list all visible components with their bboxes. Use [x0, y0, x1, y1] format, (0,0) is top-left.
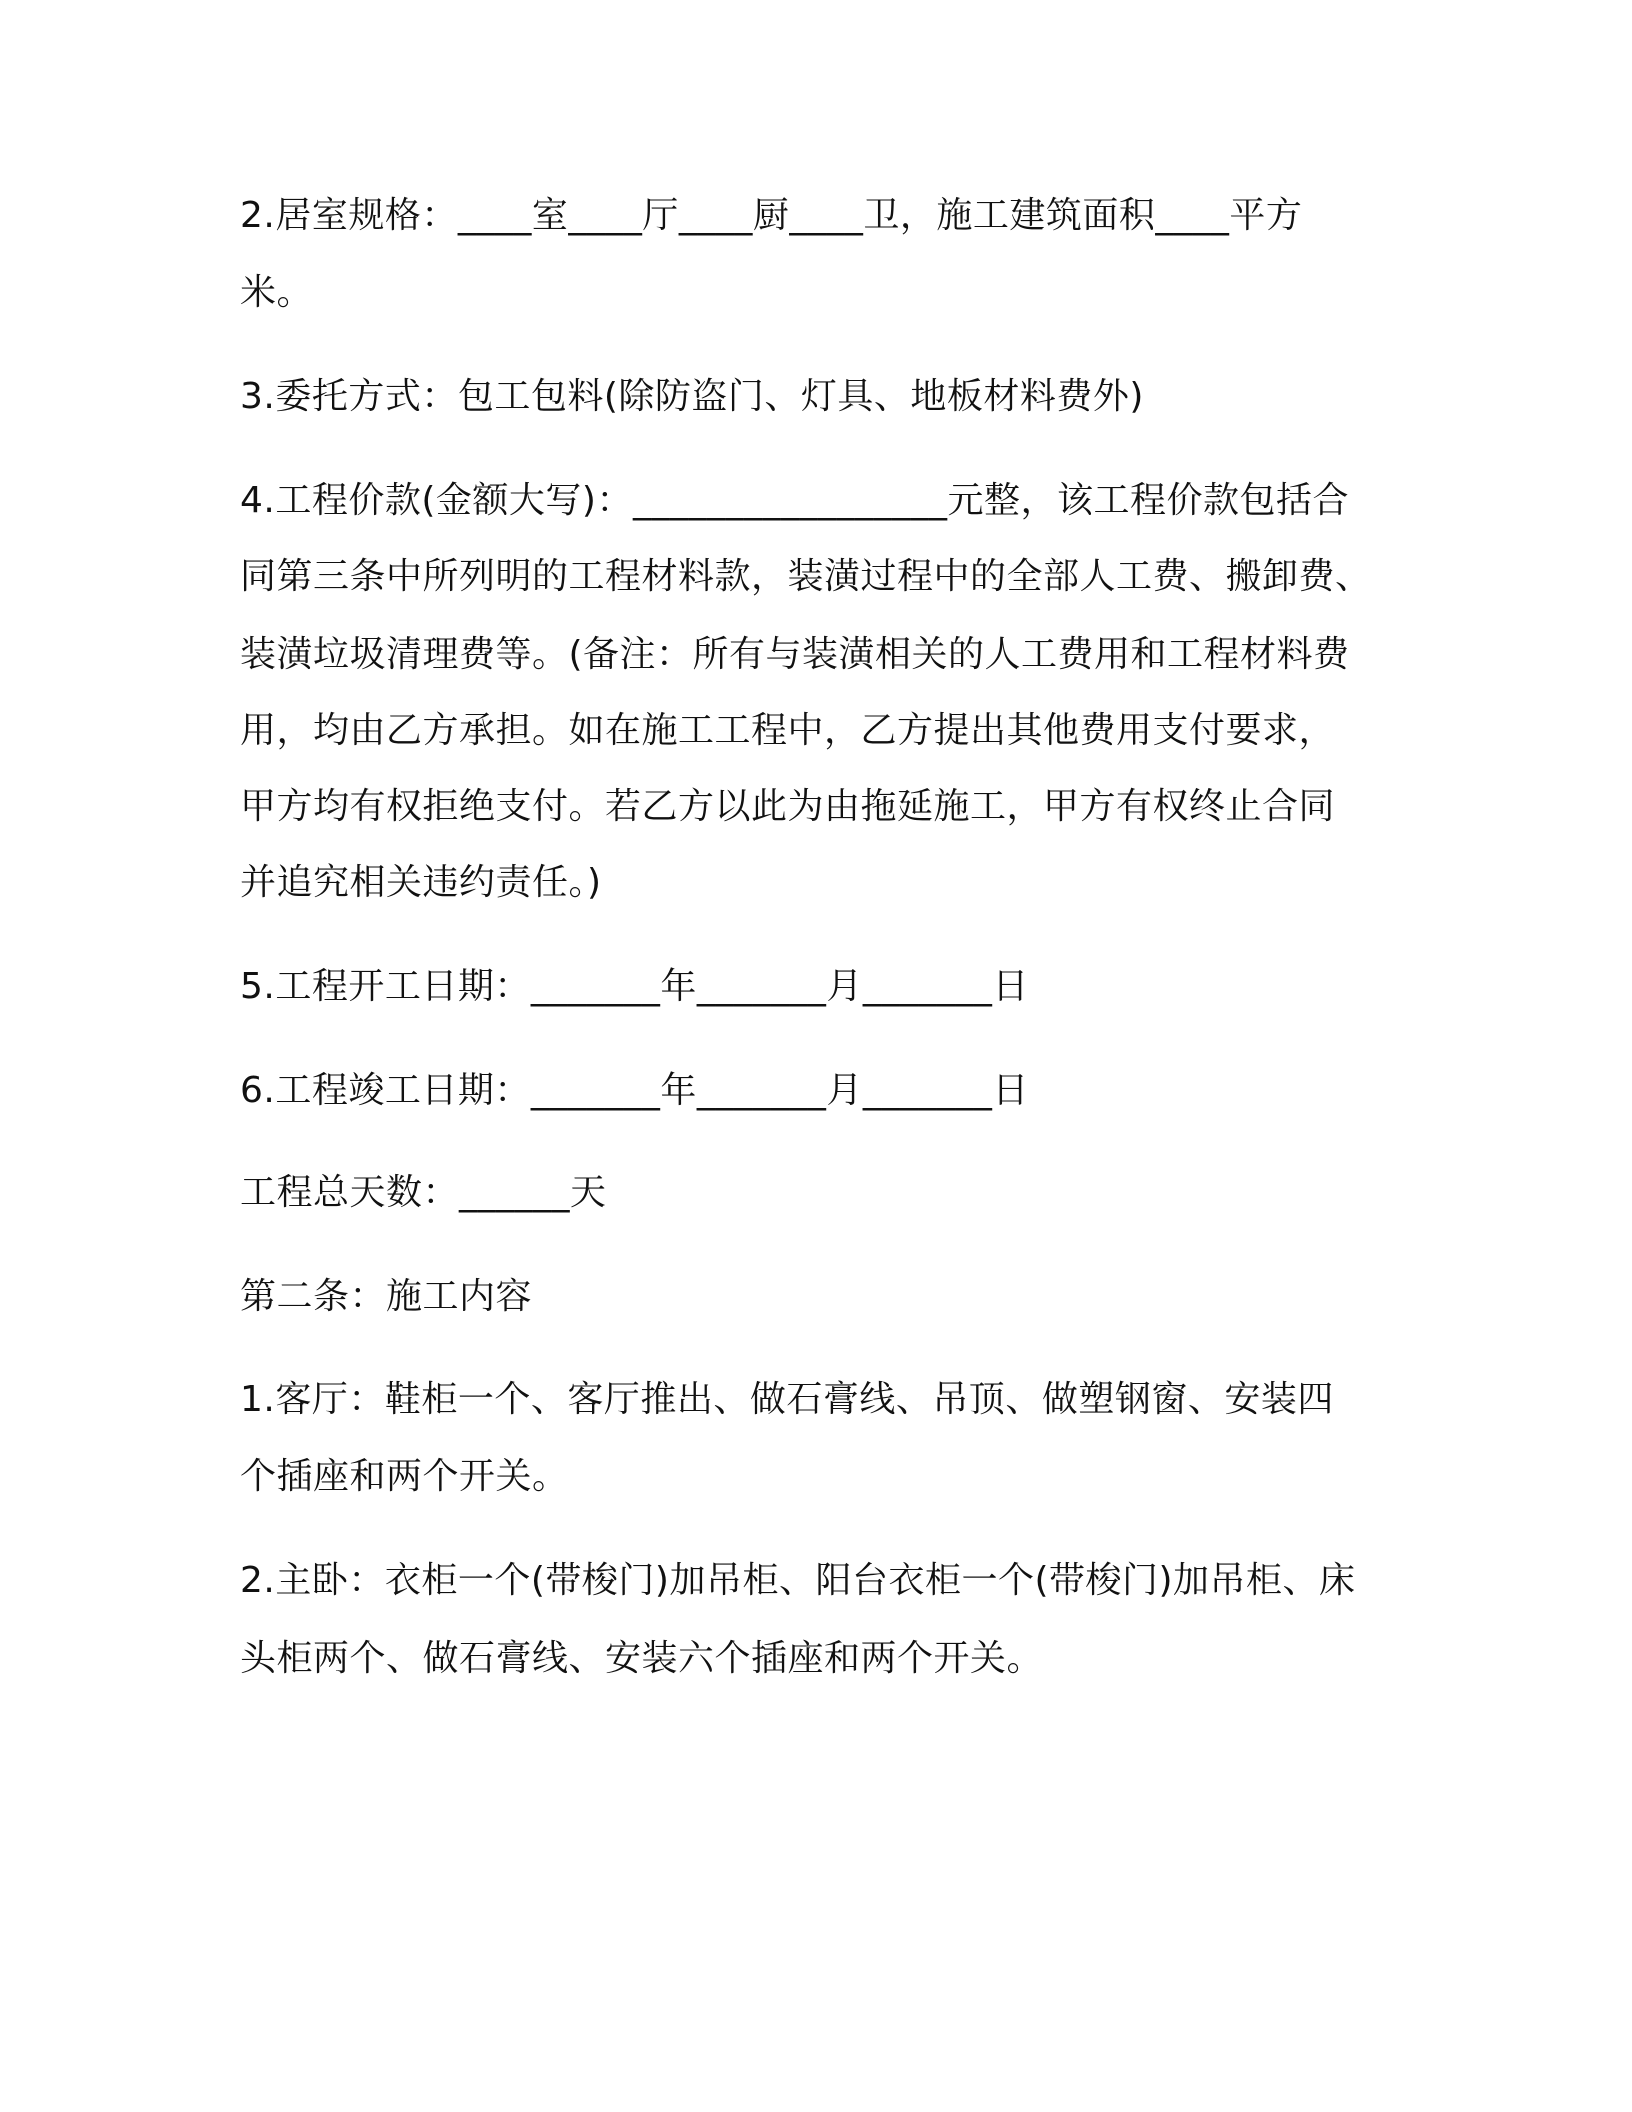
clause-project-price: 4.工程价款(金额大写)：_________________元整，该工程价款包括合: [240, 480, 1349, 521]
clause-room-spec: 2.居室规格：____室____厅____厨____卫，施工建筑面积____平方: [240, 195, 1303, 236]
clause-start-date: 5.工程开工日期：_______年_______月_______日: [240, 966, 1029, 1007]
item-living-room-cont: 个插座和两个开关。: [240, 1456, 569, 1497]
item-master-bedroom-cont: 头柜两个、做石膏线、安装六个插座和两个开关。: [240, 1638, 1044, 1679]
section-heading-construction-content: 第二条：施工内容: [240, 1276, 533, 1317]
clause-project-price-cont: 同第三条中所列明的工程材料款，装潢过程中的全部人工费、搬卸费、: [240, 556, 1372, 597]
clause-total-days: 工程总天数：______天: [240, 1172, 607, 1213]
clause-completion-date: 6.工程竣工日期：_______年_______月_______日: [240, 1070, 1029, 1111]
clause-project-price-cont: 甲方均有权拒绝支付。若乙方以此为由拖延施工，甲方有权终止合同: [240, 786, 1336, 827]
clause-project-price-cont: 用，均由乙方承担。如在施工工程中，乙方提出其他费用支付要求，: [240, 710, 1336, 751]
clause-room-spec-cont: 米。: [240, 272, 314, 313]
clause-project-price-cont: 并追究相关违约责任。): [240, 862, 602, 903]
clause-commission-method: 3.委托方式：包工包料(除防盗门、灯具、地板材料费外): [240, 376, 1144, 417]
item-master-bedroom: 2.主卧：衣柜一个(带梭门)加吊柜、阳台衣柜一个(带梭门)加吊柜、床: [240, 1560, 1356, 1601]
item-living-room: 1.客厅：鞋柜一个、客厅推出、做石膏线、吊顶、做塑钢窗、安装四: [240, 1379, 1334, 1420]
clause-project-price-cont: 装潢垃圾清理费等。(备注：所有与装潢相关的人工费用和工程材料费: [240, 634, 1350, 675]
